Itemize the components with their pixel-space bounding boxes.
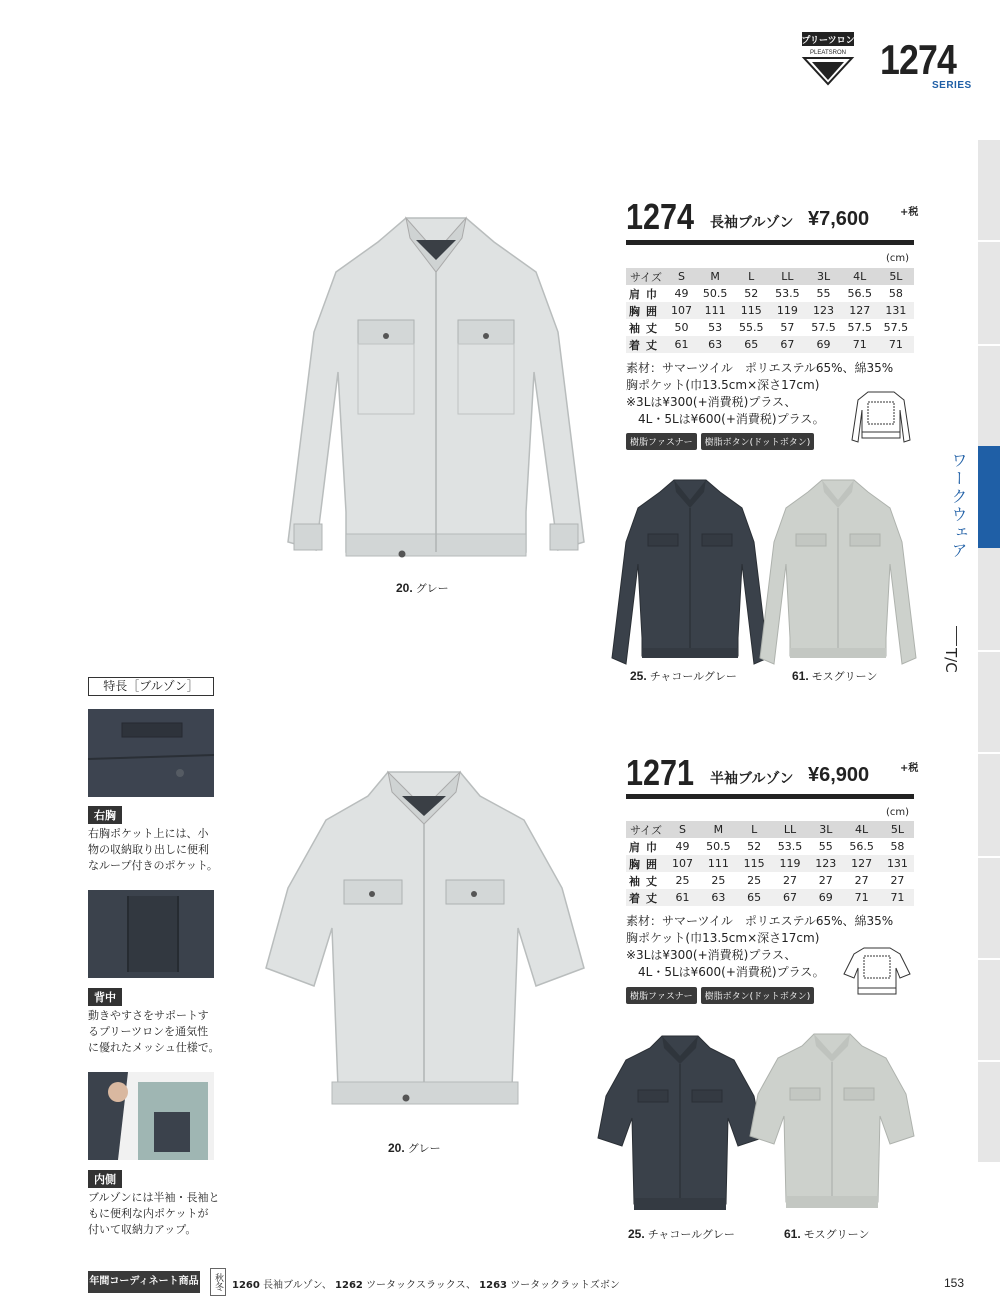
feature-line: 物の収納取り出しに便利 xyxy=(88,843,209,856)
color-label-moss-short xyxy=(784,1226,869,1242)
size-cell: 55.5 xyxy=(733,319,769,336)
color-name: グレー xyxy=(407,1142,441,1155)
feature-badge-chest: 右胸 xyxy=(88,806,122,824)
size-cell: 131 xyxy=(881,855,914,872)
color-code: 20. xyxy=(388,1141,405,1155)
feature-line: 付いて収納力アップ。 xyxy=(88,1223,197,1236)
size-cell: 61 xyxy=(666,889,699,906)
side-divider xyxy=(978,958,1000,960)
size-header-cell: サイズ xyxy=(626,821,666,838)
size-row xyxy=(626,838,914,855)
product-price-1271: ¥6,900 xyxy=(808,764,870,786)
color-code: 61. xyxy=(784,1227,801,1241)
coordinate-badge: 年間コーディネート商品 xyxy=(88,1271,200,1293)
size-header-cell: S xyxy=(666,821,699,838)
series-label: SERIES xyxy=(932,80,972,91)
size-cell: 25 xyxy=(738,872,771,889)
feature-text-chest xyxy=(88,826,228,874)
size-header-cell: LL xyxy=(771,821,810,838)
size-cell: 131 xyxy=(878,302,914,319)
svg-text:プリーツロン: プリーツロン xyxy=(801,36,855,46)
back-view-sketch-short xyxy=(842,944,912,1000)
size-header-cell: M xyxy=(697,268,733,285)
size-cell: 127 xyxy=(842,855,881,872)
feature-line: に優れたメッシュ仕様で。 xyxy=(88,1041,220,1054)
size-header-cell: 5L xyxy=(878,268,914,285)
side-divider xyxy=(978,752,1000,754)
spec-line: 4L・5Lは¥600(+消費税)プラス。 xyxy=(626,965,825,979)
size-cell: 56.5 xyxy=(842,838,881,855)
size-cell: 119 xyxy=(771,855,810,872)
feature-text-back xyxy=(88,1008,228,1056)
feature-badge-back: 背中 xyxy=(88,988,122,1006)
size-row xyxy=(626,336,914,353)
size-cell: 58 xyxy=(881,838,914,855)
size-cell: 65 xyxy=(733,336,769,353)
size-row xyxy=(626,872,914,889)
color-label-moss xyxy=(792,668,877,684)
feature-line: 右胸ポケット上には、小 xyxy=(88,827,209,840)
size-row xyxy=(626,285,914,302)
size-cell: 25 xyxy=(699,872,738,889)
feature-text-inner xyxy=(88,1190,228,1238)
size-header-cell: S xyxy=(666,268,697,285)
size-row-label: 袖丈 xyxy=(626,319,666,336)
size-row-label: 着丈 xyxy=(626,889,666,906)
feature-tags-1274 xyxy=(626,433,814,450)
size-cell: 115 xyxy=(738,855,771,872)
color-label-charcoal xyxy=(630,668,737,684)
side-divider xyxy=(978,344,1000,346)
size-cell: 57.5 xyxy=(878,319,914,336)
size-row-label: 着丈 xyxy=(626,336,666,353)
season-badge: 秋冬 xyxy=(210,1268,226,1296)
unit-label: (cm) xyxy=(886,253,910,264)
size-cell: 107 xyxy=(666,302,697,319)
feature-badge-inner: 内側 xyxy=(88,1170,122,1188)
product-rule xyxy=(626,240,914,245)
size-cell: 49 xyxy=(666,838,699,855)
size-cell: 27 xyxy=(881,872,914,889)
size-cell: 71 xyxy=(878,336,914,353)
size-cell: 58 xyxy=(878,285,914,302)
size-cell: 27 xyxy=(842,872,881,889)
size-cell: 119 xyxy=(769,302,805,319)
size-cell: 111 xyxy=(699,855,738,872)
size-cell: 69 xyxy=(805,336,841,353)
size-cell: 127 xyxy=(842,302,878,319)
size-row-label: 肩巾 xyxy=(626,838,666,855)
side-tab-active[interactable] xyxy=(978,446,1000,548)
size-row-label: 袖丈 xyxy=(626,872,666,889)
size-cell: 27 xyxy=(771,872,810,889)
size-cell: 55 xyxy=(805,285,841,302)
size-row-label: 胸囲 xyxy=(626,855,666,872)
coord-name: ツータックラットズボン xyxy=(510,1280,620,1291)
size-cell: 53.5 xyxy=(771,838,810,855)
spec-line: ※3Lは¥300(+消費税)プラス、 xyxy=(626,948,797,962)
tag-badge: 樹脂ボタン(ドットボタン) xyxy=(701,987,815,1004)
tag-badge: 樹脂ボタン(ドットボタン) xyxy=(701,433,815,450)
coord-name: ツータックスラックス、 xyxy=(366,1280,476,1291)
side-separator xyxy=(956,626,957,646)
feature-chest-pocket-image xyxy=(88,709,214,797)
tax-mark: +税 xyxy=(900,207,919,218)
pleatsron-logo xyxy=(800,30,856,86)
size-cell: 69 xyxy=(809,889,842,906)
color-name: モスグリーン xyxy=(811,670,878,683)
feature-line: もに便利な内ポケットが xyxy=(88,1207,209,1220)
side-divider xyxy=(978,856,1000,858)
main-jacket-short-sleeve-image xyxy=(262,768,588,1120)
spec-line: 4L・5Lは¥600(+消費税)プラス。 xyxy=(626,412,825,426)
size-cell: 71 xyxy=(842,336,878,353)
size-cell: 107 xyxy=(666,855,699,872)
size-cell: 27 xyxy=(809,872,842,889)
side-divider xyxy=(978,1060,1000,1062)
size-cell: 57 xyxy=(769,319,805,336)
page-number: 153 xyxy=(944,1276,965,1290)
size-header-row xyxy=(626,268,914,285)
product-name-1271: 半袖ブルゾン xyxy=(710,771,794,787)
size-header-row xyxy=(626,821,914,838)
size-row xyxy=(626,889,914,906)
size-row xyxy=(626,319,914,336)
spec-line: 素材：サマーツイル ポリエステル65%、綿35% xyxy=(626,361,894,375)
feature-tags-1271 xyxy=(626,987,814,1004)
size-row xyxy=(626,855,914,872)
back-view-sketch-long xyxy=(850,388,912,446)
color-name: チャコールグレー xyxy=(649,670,737,683)
product-code-1271: 1271 xyxy=(626,752,695,793)
size-cell: 65 xyxy=(738,889,771,906)
size-table-1271 xyxy=(626,821,914,906)
color-code: 61. xyxy=(792,669,809,683)
spec-line: ※3Lは¥300(+消費税)プラス、 xyxy=(626,395,797,409)
size-cell: 63 xyxy=(699,889,738,906)
color-code: 20. xyxy=(396,581,413,595)
size-cell: 67 xyxy=(771,889,810,906)
size-header-cell: 4L xyxy=(842,821,881,838)
size-cell: 123 xyxy=(809,855,842,872)
size-header-cell: 4L xyxy=(842,268,878,285)
side-divider xyxy=(978,240,1000,242)
size-header-cell: L xyxy=(733,268,769,285)
coord-code: 1260 xyxy=(232,1280,260,1291)
feature-line: 動きやすさをサポートす xyxy=(88,1009,209,1022)
size-row xyxy=(626,302,914,319)
spec-line: 素材：サマーツイル ポリエステル65%、綿35% xyxy=(626,914,894,928)
color-label-charcoal-short xyxy=(628,1226,735,1242)
moss-jacket-short-image xyxy=(748,1032,916,1222)
size-header-cell: 3L xyxy=(805,268,841,285)
size-header-cell: 3L xyxy=(809,821,842,838)
size-table-1274 xyxy=(626,268,914,353)
size-cell: 57.5 xyxy=(842,319,878,336)
color-name: チャコールグレー xyxy=(647,1228,735,1241)
main-color-label xyxy=(396,580,449,596)
size-cell: 50.5 xyxy=(697,285,733,302)
size-cell: 115 xyxy=(733,302,769,319)
feature-line: なループ付きのポケット。 xyxy=(88,859,218,872)
product-name-1274: 長袖ブルゾン xyxy=(710,215,794,231)
main-color-label-short xyxy=(388,1140,441,1156)
side-category-label: ワークウェア xyxy=(949,452,968,560)
size-header-cell: LL xyxy=(769,268,805,285)
tag-badge: 樹脂ファスナー xyxy=(626,433,697,450)
side-divider xyxy=(978,650,1000,652)
size-cell: 57.5 xyxy=(805,319,841,336)
feature-line: るプリーツロンを通気性 xyxy=(88,1025,209,1038)
feature-inner-image xyxy=(88,1072,214,1160)
size-cell: 55 xyxy=(809,838,842,855)
feature-line: ブルゾンには半袖・長袖と xyxy=(88,1191,220,1204)
tax-mark: +税 xyxy=(900,763,919,774)
charcoal-jacket-long-image xyxy=(610,478,770,670)
main-jacket-long-sleeve-image xyxy=(286,212,586,580)
size-header-cell: サイズ xyxy=(626,268,666,285)
size-cell: 53 xyxy=(697,319,733,336)
series-number: 1274 xyxy=(880,36,957,83)
feature-back-image xyxy=(88,890,214,978)
size-cell: 71 xyxy=(881,889,914,906)
product-rule xyxy=(626,794,914,799)
coord-name: 長袖ブルゾン、 xyxy=(263,1280,332,1291)
size-header-cell: L xyxy=(738,821,771,838)
color-name: グレー xyxy=(415,582,449,595)
unit-label: (cm) xyxy=(886,807,910,818)
size-cell: 61 xyxy=(666,336,697,353)
size-cell: 123 xyxy=(805,302,841,319)
size-cell: 53.5 xyxy=(769,285,805,302)
size-cell: 111 xyxy=(697,302,733,319)
size-cell: 49 xyxy=(666,285,697,302)
coordinate-items xyxy=(232,1276,620,1291)
size-cell: 52 xyxy=(733,285,769,302)
side-material-label: T/C xyxy=(942,648,960,673)
size-cell: 71 xyxy=(842,889,881,906)
size-cell: 56.5 xyxy=(842,285,878,302)
product-code-1274: 1274 xyxy=(626,196,695,237)
moss-jacket-long-image xyxy=(758,478,918,670)
size-cell: 52 xyxy=(738,838,771,855)
spec-line: 胸ポケット(巾13.5cm×深さ17cm) xyxy=(626,378,820,392)
size-cell: 63 xyxy=(697,336,733,353)
size-cell: 50 xyxy=(666,319,697,336)
coord-code: 1262 xyxy=(335,1280,363,1291)
size-header-cell: M xyxy=(699,821,738,838)
size-header-cell: 5L xyxy=(881,821,914,838)
size-cell: 50.5 xyxy=(699,838,738,855)
size-row-label: 肩巾 xyxy=(626,285,666,302)
color-code: 25. xyxy=(628,1227,645,1241)
size-cell: 67 xyxy=(769,336,805,353)
size-cell: 25 xyxy=(666,872,699,889)
size-row-label: 胸囲 xyxy=(626,302,666,319)
tag-badge: 樹脂ファスナー xyxy=(626,987,697,1004)
charcoal-jacket-short-image xyxy=(596,1034,764,1224)
product-price-1274: ¥7,600 xyxy=(808,208,870,230)
spec-line: 胸ポケット(巾13.5cm×深さ17cm) xyxy=(626,931,820,945)
color-name: モスグリーン xyxy=(803,1228,870,1241)
features-title: 特長［ブルゾン］ xyxy=(88,677,214,696)
svg-text:PLEATSRON: PLEATSRON xyxy=(810,50,846,56)
coord-code: 1263 xyxy=(479,1280,507,1291)
color-code: 25. xyxy=(630,669,647,683)
